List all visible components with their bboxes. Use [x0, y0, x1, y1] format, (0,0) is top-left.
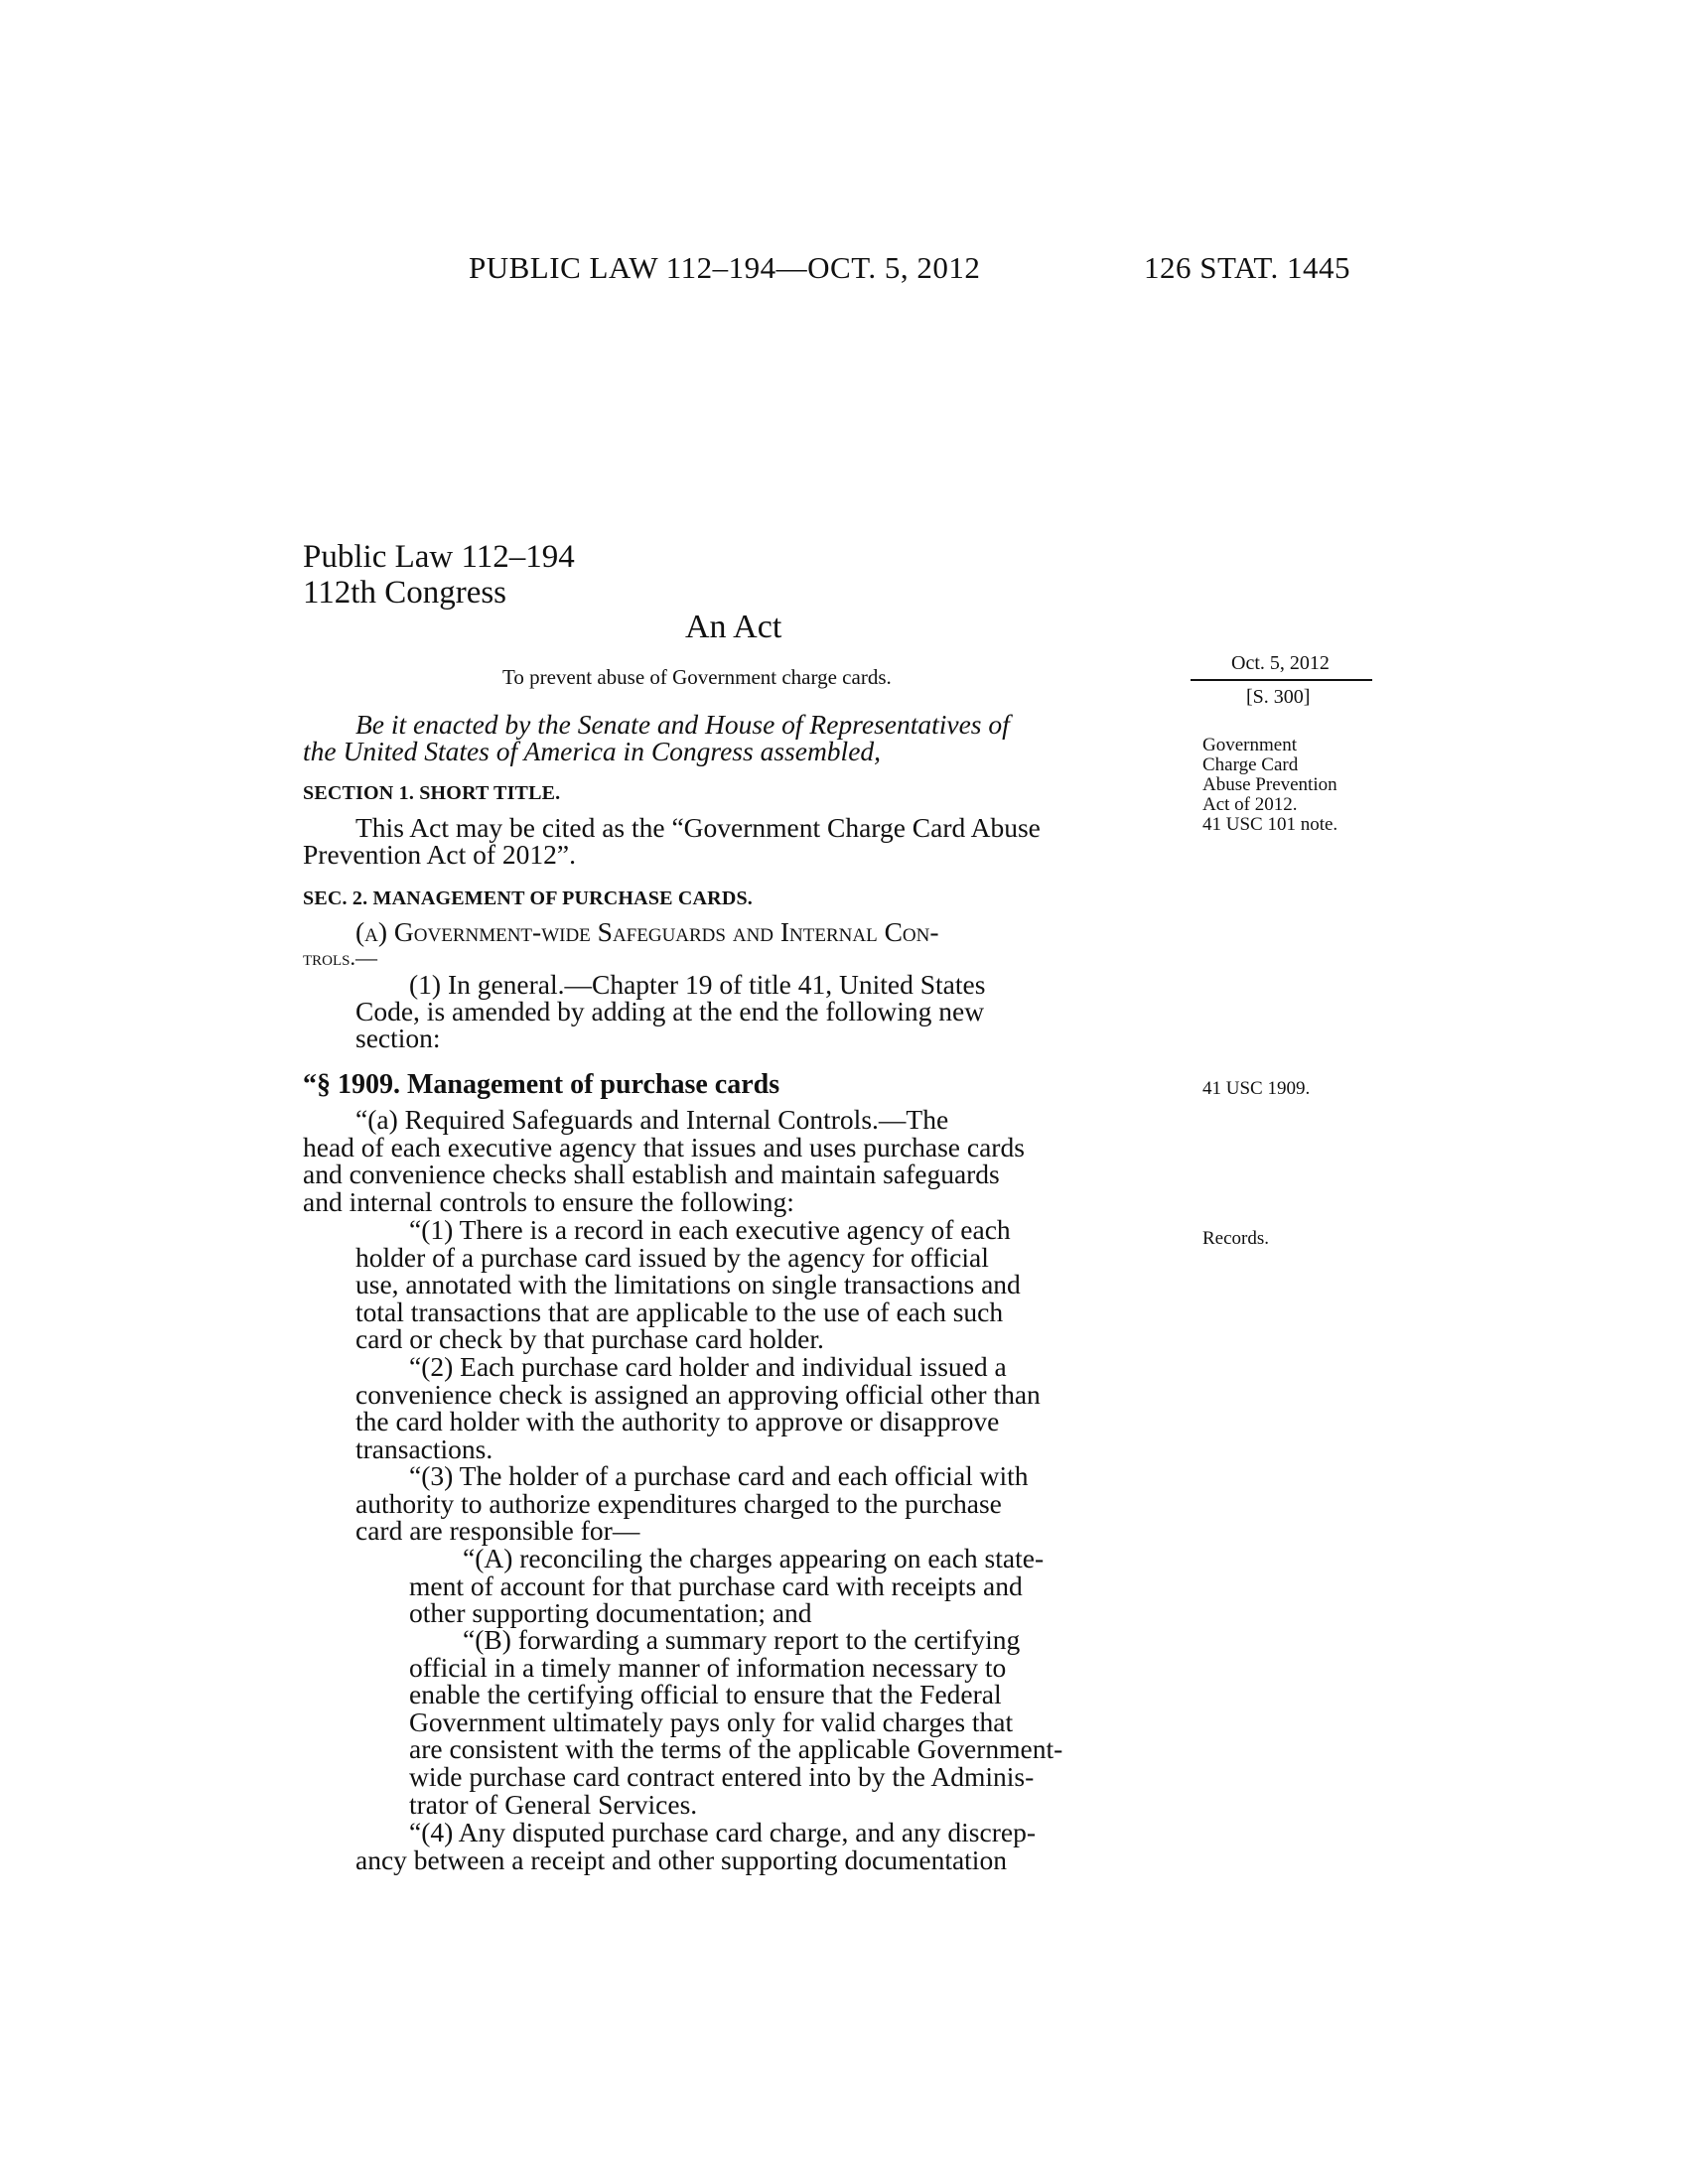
text-line: “(3) The holder of a purchase card and each official with	[409, 1460, 1029, 1491]
margin-note-line: Charge Card	[1202, 754, 1299, 775]
subsection-a-heading-line-1: (a) Government-wide Safeguards and Internal Con-	[355, 916, 939, 947]
page-number: 126 STAT. 1445	[1144, 250, 1351, 285]
law-number: Public Law 112–194	[303, 539, 575, 575]
section-1909-subparagraph-A	[409, 1545, 1044, 1627]
paragraph-1-line-3: section:	[355, 1023, 441, 1053]
act-purpose: To prevent abuse of Government charge cards.	[502, 665, 892, 689]
text-line: official in a timely manner of information necessary to	[409, 1651, 1007, 1683]
text-line: card are responsible for—	[355, 1515, 640, 1547]
enacting-clause-line-1: Be it enacted by the Senate and House of Representatives of	[355, 709, 1010, 740]
text-line: enable the certifying official to ensure that the Federal	[409, 1679, 1002, 1710]
text-line: authority to authorize expenditures charged to the purchase	[355, 1487, 1002, 1519]
text-line: “(4) Any disputed purchase card charge, and any discrep-	[409, 1817, 1036, 1847]
section-1909-paragraph-4	[355, 1819, 1036, 1873]
section-1-text-line-2: Prevention Act of 2012”.	[303, 839, 576, 870]
text-line: ment of account for that purchase card with receipts and	[409, 1570, 1023, 1601]
text-line: transactions.	[355, 1433, 493, 1464]
act-title: An Act	[685, 609, 782, 645]
running-header-title: PUBLIC LAW 112–194—OCT. 5, 2012	[469, 250, 981, 285]
section-1909-paragraph-2	[355, 1353, 1041, 1462]
section-1909-subparagraph-B	[409, 1626, 1062, 1818]
margin-rule	[1191, 679, 1372, 681]
text-line: use, annotated with the limitations on single transactions and	[355, 1269, 1021, 1300]
text-line: and internal controls to ensure the following:	[303, 1185, 794, 1217]
section-1909-subsection-a	[303, 1106, 1025, 1215]
text-line: “(A) reconciling the charges appearing on each state-	[463, 1543, 1045, 1573]
text-line: trator of General Services.	[409, 1788, 698, 1820]
text-line: are consistent with the terms of the applicable Government-	[409, 1733, 1063, 1765]
text-line: convenience check is assigned an approving official other than	[355, 1378, 1041, 1410]
margin-note-line: Act of 2012.	[1202, 794, 1298, 815]
text-line: “(B) forwarding a summary report to the certifying	[463, 1624, 1021, 1655]
enacting-clause-line-2: the United States of America in Congress assembled,	[303, 736, 882, 766]
section-1-text-line-1: This Act may be cited as the “Government Charge Card Abuse	[355, 812, 1041, 843]
section-1909-paragraph-3	[355, 1462, 1029, 1545]
congress-number: 112th Congress	[303, 575, 507, 611]
margin-bill-number: [S. 300]	[1246, 686, 1311, 708]
margin-records: Records.	[1202, 1228, 1270, 1249]
subsection-a-heading-line-2: trols.—	[303, 945, 378, 970]
section-1909-heading: “§ 1909. Management of purchase cards	[303, 1069, 780, 1100]
text-line: other supporting documentation; and	[409, 1597, 812, 1629]
text-line: “(2) Each purchase card holder and individual issued a	[409, 1351, 1007, 1382]
text-line: total transactions that are applicable to the use of each such	[355, 1296, 1004, 1327]
text-line: and convenience checks shall establish and maintain safeguards	[303, 1159, 1000, 1190]
text-line: holder of a purchase card issued by the agency for official	[355, 1241, 989, 1273]
margin-usc-1909: 41 USC 1909.	[1202, 1078, 1311, 1099]
paragraph-1-line-1: (1) In general.—Chapter 19 of title 41, United States	[409, 969, 986, 1000]
text-line: “(a) Required Safeguards and Internal Controls.—The	[355, 1104, 949, 1135]
margin-note-line: Government	[1202, 735, 1297, 755]
margin-note-line: 41 USC 101 note.	[1202, 814, 1338, 835]
section-2-heading: SEC. 2. MANAGEMENT OF PURCHASE CARDS.	[303, 887, 753, 909]
text-line: Government ultimately pays only for valid charges that	[409, 1706, 1014, 1737]
section-1-heading: SECTION 1. SHORT TITLE.	[303, 782, 561, 804]
text-line: the card holder with the authority to approve or disapprove	[355, 1406, 1000, 1437]
margin-note-line: Abuse Prevention	[1202, 774, 1337, 795]
text-line: “(1) There is a record in each executive agency of each	[409, 1214, 1011, 1245]
section-1909-paragraph-1	[355, 1216, 1021, 1353]
margin-date: Oct. 5, 2012	[1231, 652, 1330, 674]
text-line: card or check by that purchase card holder.	[355, 1323, 824, 1355]
paragraph-1-line-2: Code, is amended by adding at the end the following new	[355, 996, 985, 1026]
text-line: ancy between a receipt and other supporting documentation	[355, 1843, 1007, 1875]
margin-short-title-note	[1202, 736, 1337, 835]
text-line: wide purchase card contract entered into by the Adminis-	[409, 1760, 1035, 1792]
text-line: head of each executive agency that issues and uses purchase cards	[303, 1131, 1025, 1162]
